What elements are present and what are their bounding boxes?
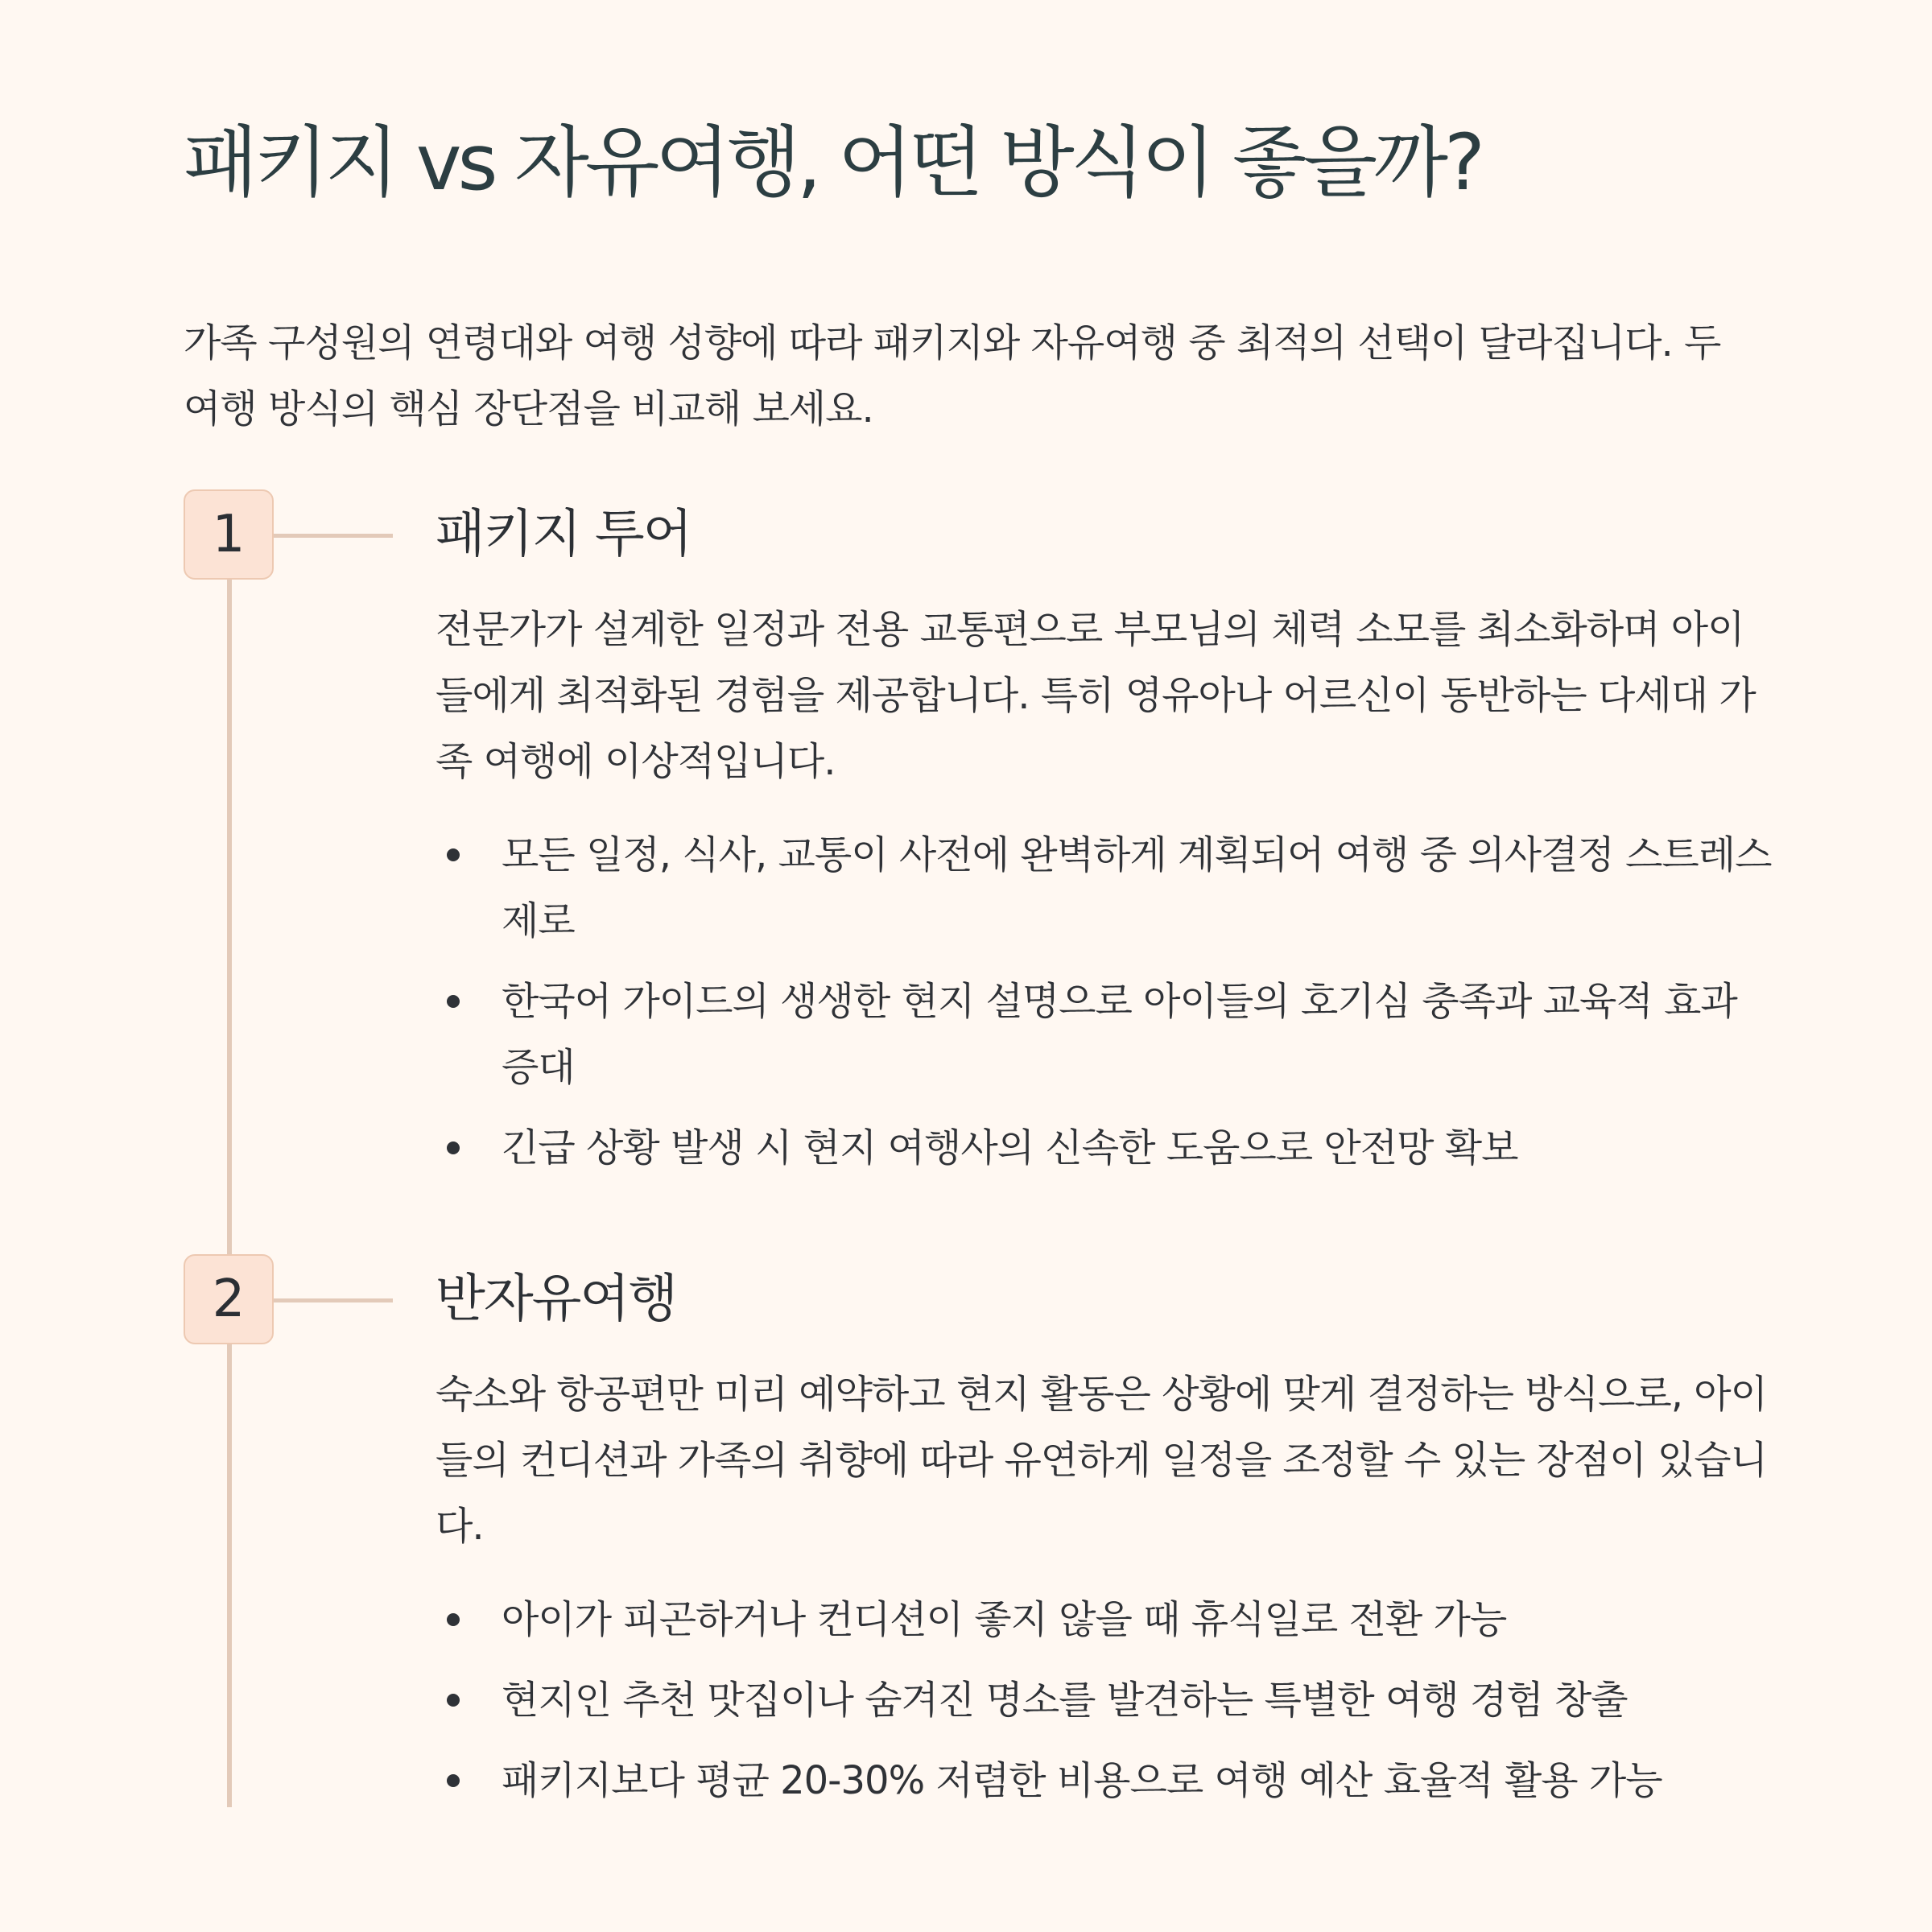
page-title: 패키지 vs 자유여행, 어떤 방식이 좋을까? <box>184 118 1481 208</box>
bullet-icon <box>447 1613 460 1626</box>
step-number-badge: 2 <box>184 1254 274 1344</box>
step-title: 패키지 투어 <box>436 505 691 564</box>
list-item <box>436 1748 1772 1814</box>
list-item <box>436 822 1772 954</box>
bullet-icon <box>447 1694 460 1707</box>
list-item-text: 모든 일정, 식사, 교통이 사전에 완벽하게 계획되어 여행 중 의사결정 스트레스 제로 <box>502 832 1772 943</box>
list-item <box>436 1667 1772 1733</box>
list-item-text: 한국어 가이드의 생생한 현지 설명으로 아이들의 호기심 충족과 교육적 효과 증대 <box>502 979 1737 1090</box>
list-item-text: 아이가 피곤하거나 컨디션이 좋지 않을 때 휴식일로 전환 가능 <box>502 1597 1507 1642</box>
step-connector <box>274 1298 393 1302</box>
bullet-list <box>436 1587 1772 1814</box>
step-description: 숙소와 항공편만 미리 예약하고 현지 활동은 상황에 맞게 결정하는 방식으로, 아이들의 컨디션과 가족의 취향에 따라 유연하게 일정을 조정할 수 있는 장점이 있습니다. <box>436 1372 1767 1549</box>
timeline-line <box>227 523 232 1807</box>
step-connector <box>274 534 393 538</box>
step-number-badge: 1 <box>184 489 274 580</box>
list-item-text: 긴급 상황 발생 시 현지 여행사의 신속한 도움으로 안전망 확보 <box>502 1125 1518 1170</box>
list-item <box>436 1115 1772 1181</box>
step-package-tour <box>436 502 1772 1195</box>
list-item-text: 현지인 추천 맛집이나 숨겨진 명소를 발견하는 특별한 여행 경험 창출 <box>502 1678 1628 1723</box>
intro-paragraph: 가족 구성원의 연령대와 여행 성향에 따라 패키지와 자유여행 중 최적의 선택이 달라집니다. 두 여행 방식의 핵심 장단점을 비교해 보세요. <box>184 320 1721 431</box>
bullet-icon <box>447 1141 460 1154</box>
bullet-icon <box>447 848 460 861</box>
bullet-icon <box>447 995 460 1008</box>
step-title: 반자유여행 <box>436 1269 677 1329</box>
list-item-text: 패키지보다 평균 20-30% 저렴한 비용으로 여행 예산 효율적 활용 가능 <box>502 1758 1662 1803</box>
bullet-icon <box>447 1774 460 1787</box>
bullet-list <box>436 822 1772 1181</box>
page <box>184 0 1772 1932</box>
step-description: 전문가가 설계한 일정과 전용 교통편으로 부모님의 체력 소모를 최소화하며 아이들에게 최적화된 경험을 제공합니다. 특히 영유아나 어르신이 동반하는 다세대 가족 여행에 이상적입니다. <box>436 607 1756 784</box>
step-semi-free-travel <box>436 1266 1772 1828</box>
list-item <box>436 968 1772 1100</box>
list-item <box>436 1587 1772 1653</box>
